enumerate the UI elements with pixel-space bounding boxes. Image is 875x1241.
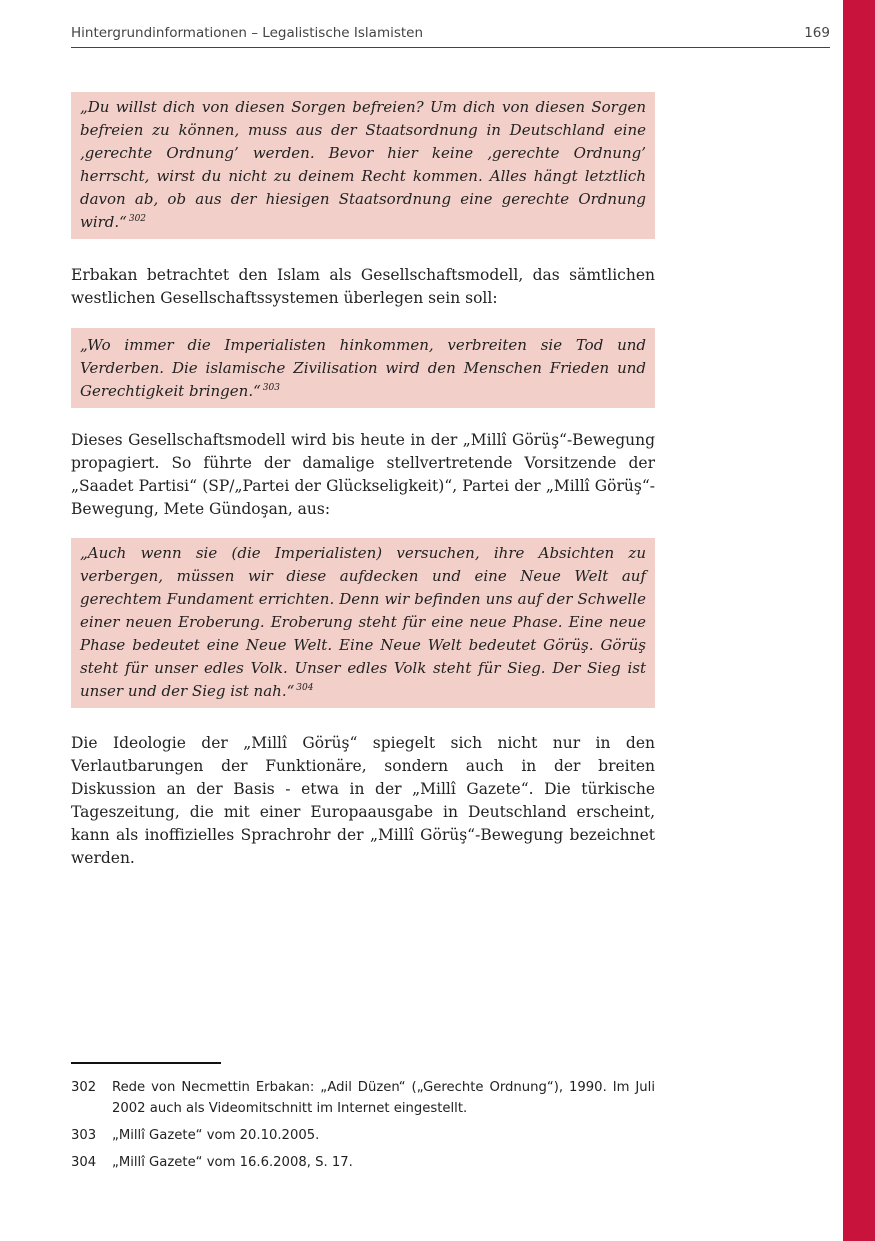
- quote-text: „Wo immer die Imperialisten hinkommen, verbreiten sie Tod und Verderben. Die islamische Zivilisation wird den Menschen Frieden und Gerechtigkeit bringen.“: [80, 336, 646, 400]
- header-title: Hintergrundinformationen – Legalistische Islamisten: [71, 25, 424, 41]
- body-paragraph-3: Die Ideologie der „Millî Görüş“ spiegelt sich nicht nur in den Verlautbarungen der Funktionäre, sondern auch in der breiten Diskussion an der Basis - etwa in der „Millî Gazete“. Die türkische Tageszeitung, die mit einer Europaausgabe in Deutschland erscheint, kann als inoffizielles Sprachrohr der „Millî Görüş“-Bewegung bezeichnet werden.: [71, 734, 655, 867]
- footnote-item: [71, 1077, 655, 1119]
- body-paragraph-2: Dieses Gesellschaftsmodell wird bis heute in der „Millî Görüş“-Bewegung propagiert. So führte der damalige stellvertretende Vorsitzende der „Saadet Partisi“ (SP/„Partei der Glückseligkeit)“, Partei der „Millî Görüş“-Bewegung, Mete Gündoşan, aus:: [71, 431, 655, 518]
- main-content: [71, 92, 655, 870]
- quote-text: „Auch wenn sie (die Imperialisten) versuchen, ihre Absichten zu verbergen, müssen wir diese aufdecken und eine Neue Welt auf gerechtem Fundament errichten. Denn wir befinden uns auf der Schwelle einer neuen Eroberung. Eroberung steht für eine neue Phase. Eine neue Phase bedeutet eine Neue Welt. Eine Neue Welt bedeutet Görüş. Görüş steht für unser edles Volk. Unser edles Volk steht für Sieg. Der Sieg ist unser und der Sieg ist nah.“: [80, 544, 646, 700]
- quote-text: „Du willst dich von diesen Sorgen befreien? Um dich von diesen Sorgen befreien zu können, muss aus der Staatsordnung in Deutschland eine ‚gerechte Ordnung’ werden. Bevor hier keine ‚gerechte Ordnung’ herrscht, wirst du nicht zu deinem Recht kommen. Alles hängt letztlich davon ab, ob aus der hiesigen Staatsordnung eine gerechte Ordnung wird.“: [80, 98, 646, 231]
- footnote-ref-302[interactable]: 302: [128, 214, 147, 224]
- footnote-divider: [71, 1062, 221, 1064]
- footnote-ref-303[interactable]: 303: [262, 383, 280, 393]
- accent-side-bar: [843, 0, 875, 1241]
- block-quote-2: [71, 328, 655, 408]
- footnote-text: Rede von Necmettin Erbakan: „Adil Düzen“ („Gerechte Ordnung“), 1990. Im Juli 2002 auch als Videomitschnitt im Internet eingestellt.: [112, 1080, 655, 1116]
- footnote-item: [71, 1152, 655, 1173]
- footnote-text: „Millî Gazete“ vom 20.10.2005.: [112, 1128, 320, 1143]
- page-number: 169: [804, 25, 830, 41]
- footnote-number: 303: [71, 1128, 97, 1143]
- body-paragraph-1: Erbakan betrachtet den Islam als Gesellschaftsmodell, das sämtlichen westlichen Gesellschaftssystemen überlegen sein soll:: [71, 266, 655, 307]
- running-header: [71, 23, 830, 48]
- footnote-text: „Millî Gazete“ vom 16.6.2008, S. 17.: [112, 1155, 353, 1170]
- footnote-number: 304: [71, 1155, 97, 1170]
- block-quote-3: [71, 538, 655, 708]
- block-quote-1: [71, 92, 655, 239]
- footnote-ref-304[interactable]: 304: [296, 683, 314, 693]
- footnotes: [71, 1077, 655, 1179]
- footnote-number: 302: [71, 1080, 97, 1095]
- footnote-item: [71, 1125, 655, 1146]
